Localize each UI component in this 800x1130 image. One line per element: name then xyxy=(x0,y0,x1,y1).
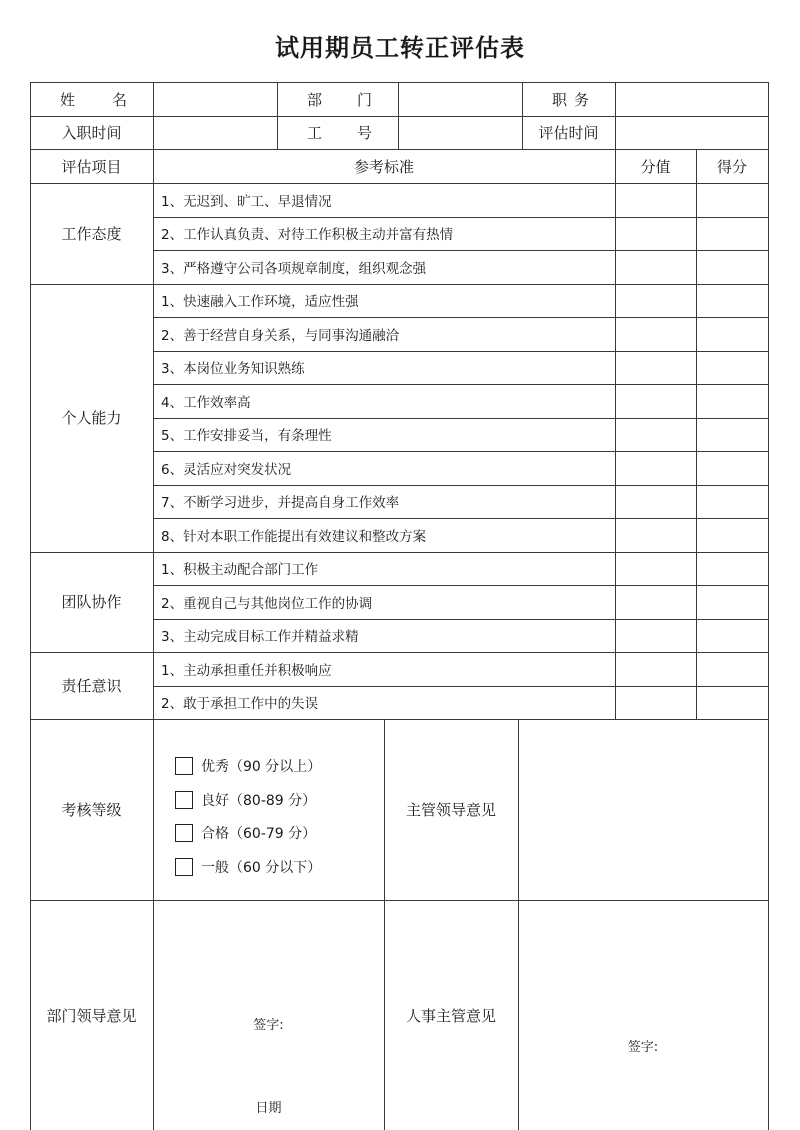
grid-line xyxy=(153,686,769,687)
score-cell[interactable] xyxy=(696,686,768,720)
column-header-score-value: 分值 xyxy=(640,157,671,176)
supervisor-opinion-field[interactable] xyxy=(518,719,768,900)
score-cell[interactable] xyxy=(696,652,768,686)
score-value-cell[interactable] xyxy=(615,351,696,385)
criteria-item: 1、主动承担重任并积极响应 xyxy=(161,662,332,679)
criteria-item: 2、重视自己与其他岗位工作的协调 xyxy=(161,595,373,612)
checkbox[interactable] xyxy=(175,791,193,809)
dept-label-char: 门 xyxy=(356,90,372,109)
checkbox[interactable] xyxy=(175,824,193,842)
score-value-cell[interactable] xyxy=(615,217,696,251)
criteria-item: 2、工作认真负责、对待工作积极主动并富有热情 xyxy=(161,227,454,244)
eval-date-field[interactable] xyxy=(615,116,768,149)
grid-line xyxy=(153,217,769,218)
score-value-cell[interactable] xyxy=(615,585,696,619)
supervisor-opinion-label: 主管领导意见 xyxy=(405,801,496,819)
section-label: 个人能力 xyxy=(61,409,122,427)
section-label: 责任意识 xyxy=(61,677,122,695)
grid-line xyxy=(696,149,697,183)
grid-line xyxy=(277,82,278,149)
criteria-item: 8、针对本职工作能提出有效建议和整改方案 xyxy=(161,528,427,545)
grid-line xyxy=(153,82,154,149)
score-cell[interactable] xyxy=(696,451,768,485)
eval-date-label: 评估时间 xyxy=(538,124,599,142)
grid-line xyxy=(153,250,769,251)
dept-field[interactable] xyxy=(398,82,522,116)
score-cell[interactable] xyxy=(696,183,768,217)
employee-id-label-char: 工 xyxy=(307,124,323,142)
table-right-border xyxy=(768,82,769,1130)
score-value-cell[interactable] xyxy=(615,384,696,418)
score-cell[interactable] xyxy=(696,284,768,318)
grid-line xyxy=(153,585,769,586)
grid-line xyxy=(398,82,399,149)
grade-option-label: 良好（80-89 分） xyxy=(201,792,317,809)
score-value-cell[interactable] xyxy=(615,183,696,217)
criteria-item: 4、工作效率高 xyxy=(161,394,251,411)
criteria-item: 2、敢于承担工作中的失误 xyxy=(161,696,319,713)
score-value-cell[interactable] xyxy=(615,485,696,519)
score-cell[interactable] xyxy=(696,351,768,385)
section-label: 工作态度 xyxy=(61,224,122,243)
name-field[interactable] xyxy=(153,82,277,116)
column-header-criteria: 参考标准 xyxy=(353,157,414,176)
criteria-item: 5、工作安排妥当，有条理性 xyxy=(161,428,332,445)
hr-opinion-label: 人事主管意见 xyxy=(405,1006,496,1025)
criteria-item: 2、善于经营自身关系，与同事沟通融洽 xyxy=(161,327,400,344)
score-cell[interactable] xyxy=(696,619,768,653)
grade-option-label: 一般（60 分以下） xyxy=(201,860,322,877)
grade-label: 考核等级 xyxy=(61,801,122,819)
score-value-cell[interactable] xyxy=(615,250,696,284)
criteria-item: 3、主动完成目标工作并精益求精 xyxy=(161,629,359,646)
grade-option[interactable] xyxy=(175,756,321,776)
grid-line xyxy=(153,351,769,352)
grid-line xyxy=(615,183,616,719)
grade-option[interactable] xyxy=(175,857,321,877)
grid-line xyxy=(153,418,769,419)
criteria-item: 7、不断学习进步，并提高自身工作效率 xyxy=(161,495,400,512)
score-value-cell[interactable] xyxy=(615,451,696,485)
grid-line xyxy=(153,485,769,486)
name-label xyxy=(30,82,153,116)
position-label xyxy=(522,82,615,116)
score-cell[interactable] xyxy=(696,585,768,619)
grid-line xyxy=(615,149,616,183)
grid-line xyxy=(153,384,769,385)
position-field[interactable] xyxy=(615,82,768,116)
hire-date-label: 入职时间 xyxy=(61,124,122,142)
table-top-border xyxy=(30,82,769,83)
score-value-cell[interactable] xyxy=(615,652,696,686)
grid-line xyxy=(30,116,769,117)
checkbox[interactable] xyxy=(175,858,193,876)
score-cell[interactable] xyxy=(696,418,768,452)
dept-label xyxy=(277,82,398,116)
dept-label-char: 部 xyxy=(307,90,323,109)
score-value-cell[interactable] xyxy=(615,518,696,552)
criteria-item: 1、积极主动配合部门工作 xyxy=(161,562,319,579)
grade-option[interactable] xyxy=(175,823,316,843)
score-cell[interactable] xyxy=(696,552,768,586)
name-label-char: 名 xyxy=(111,90,127,109)
name-label-char: 姓 xyxy=(60,90,76,109)
score-value-cell[interactable] xyxy=(615,418,696,452)
signature-label: 签字: xyxy=(253,1017,284,1033)
section-label: 团队协作 xyxy=(61,593,122,612)
grid-line xyxy=(153,317,769,318)
criteria-item: 1、快速融入工作环境，适应性强 xyxy=(161,294,359,311)
grid-line xyxy=(696,183,697,719)
criteria-item: 1、无迟到、旷工、早退情况 xyxy=(161,193,332,210)
dept-leader-opinion-label: 部门领导意见 xyxy=(46,1006,137,1025)
grid-line xyxy=(153,451,769,452)
signature-label: 签字: xyxy=(627,1039,659,1055)
checkbox[interactable] xyxy=(175,757,193,775)
grid-line xyxy=(153,619,769,620)
employee-id-label-char: 号 xyxy=(356,124,372,142)
score-cell[interactable] xyxy=(696,518,768,552)
date-label: 日期 xyxy=(255,1100,282,1116)
score-cell[interactable] xyxy=(696,485,768,519)
score-cell[interactable] xyxy=(696,250,768,284)
grid-line xyxy=(30,149,769,150)
hr-opinion-field[interactable] xyxy=(518,900,768,1130)
grid-line xyxy=(153,149,154,183)
hire-date-field[interactable] xyxy=(153,116,277,149)
grid-line xyxy=(153,183,154,719)
criteria-item: 6、灵活应对突发状况 xyxy=(161,461,292,478)
score-cell[interactable] xyxy=(696,217,768,251)
criteria-item: 3、严格遵守公司各项规章制度，组织观念强 xyxy=(161,260,427,277)
column-header-item: 评估项目 xyxy=(61,157,122,176)
score-cell[interactable] xyxy=(696,317,768,351)
grade-option[interactable] xyxy=(175,790,316,810)
score-value-cell[interactable] xyxy=(615,317,696,351)
score-value-cell[interactable] xyxy=(615,284,696,318)
position-label-char: 职 xyxy=(552,90,568,109)
column-header-score: 得分 xyxy=(716,157,747,176)
grade-option-label: 优秀（90 分以上） xyxy=(201,759,322,775)
score-value-cell[interactable] xyxy=(615,686,696,720)
score-cell[interactable] xyxy=(696,384,768,418)
grid-line xyxy=(522,82,523,149)
evaluation-form-table xyxy=(30,82,768,1130)
grade-option-label: 合格（60-79 分） xyxy=(201,826,317,843)
score-value-cell[interactable] xyxy=(615,619,696,653)
criteria-item: 3、本岗位业务知识熟练 xyxy=(161,361,305,378)
score-value-cell[interactable] xyxy=(615,552,696,586)
form-title: 试用期员工转正评估表 xyxy=(275,34,525,62)
employee-id-label xyxy=(277,116,398,149)
grid-line xyxy=(615,82,616,149)
grid-line xyxy=(153,518,769,519)
employee-id-field[interactable] xyxy=(398,116,522,149)
position-label-char: 务 xyxy=(573,90,589,109)
